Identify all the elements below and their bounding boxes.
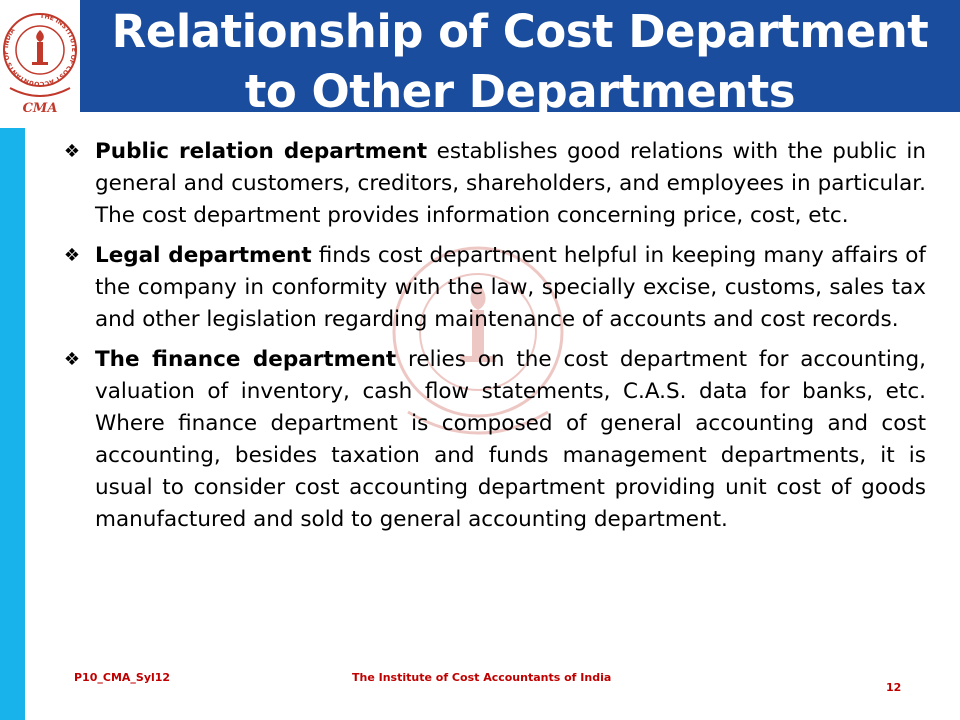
bullet-lead: The finance department: [95, 347, 397, 372]
slide-title-line-1: Relationship of Cost Department: [111, 5, 929, 58]
svg-text:CMA: CMA: [22, 101, 58, 116]
footer-institute: The Institute of Cost Accountants of India: [352, 671, 612, 684]
svg-text:THE INSTITUTE OF COST ACCOUNTA: THE INSTITUTE OF COST ACCOUNTANTS OF INDIA: [2, 12, 77, 88]
bullet-text: establishes good relations with the public in general and customers, creditors, shareholders, and employees in particular. The cost department provides information concerning price, cost, etc.: [95, 139, 926, 228]
four-diamond-bullet-icon: ❖: [63, 245, 81, 266]
four-diamond-bullet-icon: ❖: [63, 141, 81, 162]
bullet-list: [60, 136, 926, 544]
institute-emblem-icon: [2, 8, 78, 124]
four-diamond-bullet-icon: ❖: [63, 349, 81, 370]
slide-title: [80, 2, 960, 122]
footer-code: P10_CMA_Syl12: [74, 671, 171, 684]
bullet-legal: [60, 240, 926, 336]
bullet-public-relations: [60, 136, 926, 232]
bullet-finance: [60, 344, 926, 536]
slide-title-line-2: to Other Departments: [244, 65, 796, 118]
institute-logo: [0, 0, 80, 128]
bullet-text: finds cost department helpful in keeping many affairs of the company in conformity with the law, specially excise, customs, sales tax and other legislation regarding maintenance of accounts and cost records.: [95, 243, 926, 332]
bullet-lead: Public relation department: [95, 139, 428, 164]
page-number: 12: [886, 681, 902, 694]
bullet-text: relies on the cost department for accounting, valuation of inventory, cash flow statements, C.A.S. data for banks, etc. Where finance department is composed of general accounting and cost accounting, besides taxation and funds management departments, it is usual to consider cost accounting department providing unit cost of goods manufactured and sold to general accounting department.: [95, 347, 926, 532]
bullet-lead: Legal department: [95, 243, 312, 268]
